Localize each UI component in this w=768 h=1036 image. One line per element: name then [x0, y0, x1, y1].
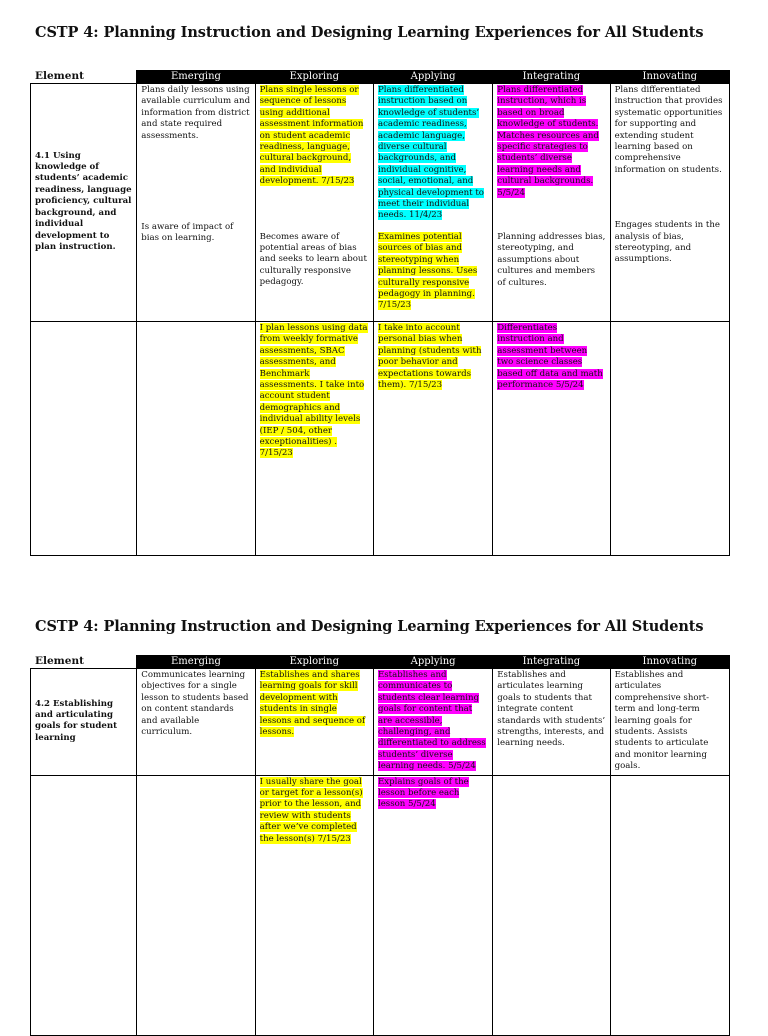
evidence-text: Differentiates instruction and assessment between two science classes based off data and math performance 5/5/24 — [497, 323, 603, 391]
rubric-cell-innovating — [610, 84, 729, 322]
rubric-table — [30, 655, 730, 1036]
evidence-cell-integrating — [493, 775, 610, 1035]
rubric-text: Communicates learning objectives for a single lesson to students based on content standards and available curriculum. — [141, 670, 249, 738]
evidence-cell-emerging — [137, 322, 255, 556]
level-integrating: Integrating — [493, 656, 610, 669]
rubric-text: Engages students in the analysis of bias, stereotyping, and assumptions. — [614, 220, 720, 265]
rubric-text: Plans daily lessons using available curriculum and information from district and state required assessments. — [141, 85, 251, 141]
highlighted-text: Establishes and communicates to students clear learning goals for content that are accessible, challenging, and differentiated to address students’ diverse learning needs. 5/5/24 — [377, 670, 486, 772]
evidence-cell-emerging — [137, 775, 255, 1035]
evidence-text: I usually share the goal or target for a lesson(s) prior to the lesson, and review with students after we’ve completed the lesson(s) 7/15/23 — [259, 776, 363, 844]
page-title: CSTP 4: Planning Instruction and Designing Learning Experiences for All Students — [35, 618, 704, 635]
evidence-text: Explains goals of the lesson before each lesson 5/5/24 — [377, 776, 469, 810]
rubric-text: Planning addresses bias, stereotyping, and assumptions about cultures and members of cultures. — [497, 232, 606, 288]
highlighted-text: Establishes and shares learning goals for skill development with students in single lessons and sequence of lessons. — [259, 670, 366, 738]
evidence-cell-exploring — [255, 775, 373, 1035]
rubric-row — [31, 669, 730, 776]
evidence-cell-applying — [373, 322, 492, 556]
evidence-row — [31, 775, 730, 1035]
page-title: CSTP 4: Planning Instruction and Designing Learning Experiences for All Students — [35, 24, 704, 41]
element-description: 4.1 Using knowledge of students’ academic readiness, language proficiency, cultural background, and individual development to plan instruction. — [31, 84, 137, 322]
level-header-row — [31, 656, 730, 669]
rubric-text: Is aware of impact of bias on learning. — [141, 222, 234, 244]
highlighted-text: Examines potential sources of bias and stereotyping when planning lessons. Uses culturally responsive pedagogy in planning. 7/15/23 — [377, 231, 478, 311]
highlighted-text: Plans differentiated instruction based on knowledge of students’ academic readiness, academic language, diverse cultural backgrounds, and individual cognitive, social, emotional, and physical development to meet their individual needs. 11/4/23 — [377, 85, 484, 221]
evidence-element-cell — [31, 775, 137, 1035]
evidence-row — [31, 322, 730, 556]
level-emerging: Emerging — [137, 656, 255, 669]
rubric-cell-integrating — [493, 84, 610, 322]
rubric-text: Plans differentiated instruction that provides systematic opportunities for supporting and extending student learning based on comprehensive information on students. — [614, 85, 723, 175]
element-description: 4.2 Establishing and articulating goals for student learning — [31, 669, 137, 776]
level-innovating: Innovating — [610, 71, 729, 84]
level-emerging: Emerging — [137, 71, 255, 84]
highlighted-text: Plans single lessons or sequence of lessons using additional assessment information on student academic readiness, language, cultural background, and individual development. 7/15/23 — [259, 85, 364, 187]
element-column-label: Element — [35, 655, 84, 667]
rubric-cell-emerging — [137, 84, 255, 322]
evidence-element-cell — [31, 322, 137, 556]
rubric-text: Establishes and articulates learning goals to students that integrate content standards with students’ strengths, interests, and learning needs. — [497, 670, 606, 749]
rubric-cell-integrating — [493, 669, 610, 776]
level-applying: Applying — [373, 656, 492, 669]
rubric-cell-applying — [373, 669, 492, 776]
level-exploring: Exploring — [255, 656, 373, 669]
evidence-cell-exploring — [255, 322, 373, 556]
rubric-text: Establishes and articulates comprehensive short-term and long-term learning goals for students. Assists students to articulate and monitor learning goals. — [614, 670, 710, 772]
evidence-text: I take into account personal bias when planning (students with poor behavior and expectations towards them). 7/15/23 — [377, 323, 482, 391]
header-blank — [31, 71, 137, 84]
rubric-cell-exploring — [255, 84, 373, 322]
rubric-cell-emerging — [137, 669, 255, 776]
rubric-cell-exploring — [255, 669, 373, 776]
rubric-cell-innovating — [610, 669, 729, 776]
level-integrating: Integrating — [493, 71, 610, 84]
highlighted-text: Plans differentiated instruction, which is based on broad knowledge of students. Matches resources and specific strategies to students’ diverse learning needs and cultural backgrounds. 5/5/24 — [497, 85, 599, 198]
evidence-cell-applying — [373, 775, 492, 1035]
level-innovating: Innovating — [610, 656, 729, 669]
level-header-row — [31, 71, 730, 84]
rubric-row — [31, 84, 730, 322]
header-blank — [31, 656, 137, 669]
rubric-text: Becomes aware of potential areas of bias and seeks to learn about culturally responsive pedagogy. — [259, 231, 367, 288]
evidence-cell-innovating — [610, 322, 729, 556]
evidence-text: I plan lessons using data from weekly formative assessments, SBAC assessments, and Benchmark assessments. I take into account student demographics and individual ability levels (IEP / 504, other exceptionalities) . 7/15/23 — [259, 323, 368, 459]
level-exploring: Exploring — [255, 71, 373, 84]
evidence-cell-integrating — [493, 322, 610, 556]
level-applying: Applying — [373, 71, 492, 84]
rubric-table — [30, 70, 730, 556]
rubric-cell-applying — [373, 84, 492, 322]
element-column-label: Element — [35, 70, 84, 82]
evidence-cell-innovating — [610, 775, 729, 1035]
